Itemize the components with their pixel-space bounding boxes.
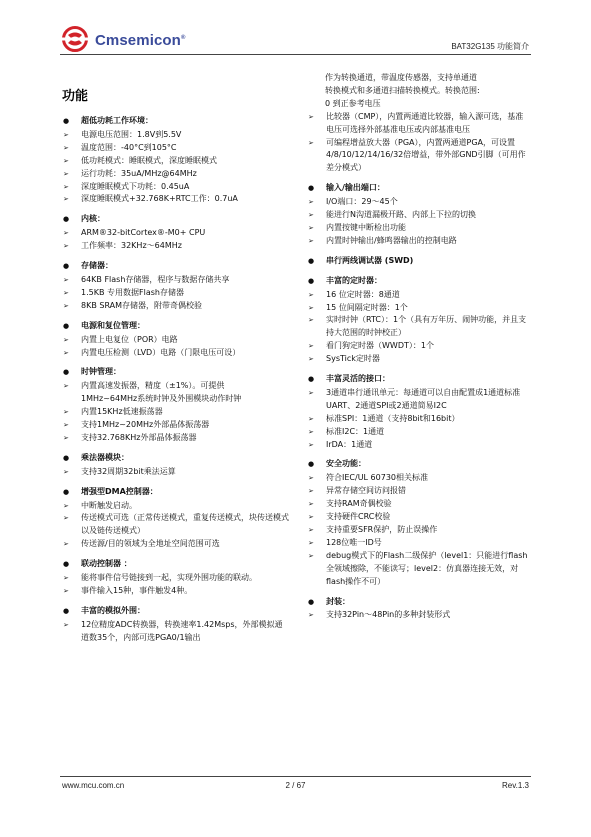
arrow-bullet-icon: ➢: [63, 169, 69, 178]
feature-item: [62, 181, 290, 194]
feature-item: [307, 353, 530, 366]
header-divider: [60, 54, 531, 55]
feature-item: [307, 524, 530, 537]
arrow-bullet-icon: ➢: [63, 195, 69, 204]
feature-line: 传送模式可选（正常传送模式，重复传送模式，块传送模式以及链传送模式）: [81, 513, 289, 536]
arrow-bullet-icon: ➢: [63, 467, 69, 476]
bullet-dot-icon: ●: [63, 117, 70, 125]
section-heading: [307, 275, 530, 288]
feature-line: 64KB Flash存储器，程序与数据存储共享: [81, 274, 230, 284]
feature-item: [307, 196, 530, 209]
arrow-bullet-icon: ➢: [63, 156, 69, 165]
feature-item: [307, 413, 530, 426]
arrow-bullet-icon: ➢: [308, 290, 314, 299]
feature-item-text: [81, 619, 290, 645]
feature-item: [62, 274, 290, 287]
feature-item: [62, 240, 290, 253]
arrow-bullet-icon: ➢: [63, 587, 69, 595]
section-heading-text: 联动控制器 ：: [81, 559, 132, 569]
continued-line: 转换模式和多通道扫描转换模式。转换范围:: [325, 85, 480, 95]
section-heading-text: 丰富的定时器：: [326, 275, 382, 285]
feature-line: 支持RAM奇偶校验: [326, 499, 392, 509]
feature-line: 工作频率：32KHz～64MHz: [81, 241, 182, 251]
feature-item: [307, 498, 530, 511]
arrow-bullet-icon: ➢: [63, 620, 69, 629]
feature-item: [307, 302, 530, 315]
arrow-bullet-icon: ➢: [63, 421, 69, 430]
cmsemicon-logo-icon: [62, 26, 88, 52]
feature-item: [62, 538, 290, 551]
continued-line: 作为转换通道，带温度传感器，支持单通道: [325, 73, 477, 82]
feature-item-text: [326, 413, 530, 426]
feature-item: [62, 155, 290, 168]
feature-item-text: [81, 193, 290, 206]
arrow-bullet-icon: ➢: [308, 355, 314, 364]
feature-line: 内置电压检测（LVD）电路（门限电压可设）: [81, 347, 241, 357]
section-heading: [62, 605, 290, 618]
continued-paragraph: [307, 72, 530, 111]
feature-item-text: [81, 419, 290, 432]
feature-line: 3通道串行通讯单元：每通道可以自由配置成1通道标准UART、2通道SPI或2通道简易I2C: [326, 387, 521, 410]
feature-section: [62, 452, 290, 479]
feature-line: 深度睡眠模式下功耗：0.45uA: [81, 181, 190, 191]
feature-line: 支持重要SFR保护，防止误操作: [326, 525, 438, 534]
arrow-bullet-icon: ➢: [308, 611, 314, 620]
feature-item-text: [81, 300, 290, 313]
arrow-bullet-icon: ➢: [63, 348, 69, 357]
feature-item-text: [81, 334, 290, 347]
arrow-bullet-icon: ➢: [63, 130, 69, 139]
section-heading-text: 乘法器模块：: [81, 452, 129, 462]
bullet-dot-icon: ●: [63, 321, 70, 330]
arrow-bullet-icon: ➢: [308, 414, 314, 423]
feature-item: [62, 500, 290, 513]
arrow-bullet-icon: ➢: [63, 514, 69, 523]
feature-item: [62, 512, 290, 538]
arrow-bullet-icon: ➢: [63, 275, 69, 284]
feature-item-text: [326, 209, 530, 222]
feature-item-text: [81, 155, 290, 168]
feature-item: [307, 537, 530, 550]
bullet-dot-icon: ●: [63, 215, 70, 224]
bullet-dot-icon: ●: [63, 606, 70, 615]
feature-item-text: [326, 222, 530, 235]
arrow-bullet-icon: ➢: [308, 303, 314, 312]
feature-item: [307, 485, 530, 498]
feature-item: [307, 340, 530, 353]
feature-item-text: [81, 572, 290, 585]
feature-item-text: [326, 340, 530, 353]
feature-item-text: [326, 314, 530, 340]
section-heading: [62, 452, 290, 465]
feature-section: [62, 115, 290, 206]
feature-item-text: [326, 137, 530, 176]
bullet-dot-icon: ●: [308, 375, 315, 384]
arrow-bullet-icon: ➢: [308, 513, 314, 522]
section-heading: [62, 366, 290, 379]
section-heading-text: 内核：: [81, 214, 105, 224]
footer-website[interactable]: www.mcu.com.cn: [62, 781, 125, 790]
section-heading-text: 输入/输出端口：: [326, 183, 385, 193]
feature-item-text: [81, 287, 290, 300]
feature-line: 中断触发启动。: [81, 500, 137, 510]
feature-item: [307, 387, 530, 413]
bullet-dot-icon: ●: [63, 487, 70, 496]
feature-item-text: [81, 142, 290, 155]
arrow-bullet-icon: ➢: [63, 143, 69, 152]
feature-item-text: [326, 111, 530, 137]
feature-item: [62, 432, 290, 445]
arrow-bullet-icon: ➢: [63, 433, 69, 442]
feature-section: [307, 596, 530, 623]
arrow-bullet-icon: ➢: [63, 382, 69, 391]
arrow-bullet-icon: ➢: [63, 242, 69, 251]
feature-item: [62, 287, 290, 300]
feature-item: [307, 426, 530, 439]
feature-item-text: [81, 380, 290, 406]
feature-line: 标准SPI：1通道（支持8bit和16bit）: [326, 413, 460, 423]
feature-line: 内置时钟输出/蜂鸣器输出的控制电路: [326, 235, 457, 245]
section-heading-text: 时钟管理：: [81, 367, 121, 377]
feature-section: [307, 275, 530, 366]
feature-line: 内置按键中断检出功能: [326, 222, 406, 232]
feature-line: 看门狗定时器（WWDT）：1个: [326, 341, 434, 351]
left-column: [62, 72, 290, 652]
feature-section: [307, 373, 530, 451]
feature-item-text: [326, 498, 530, 511]
feature-line: 运行功耗：35uA/MHz@64MHz: [81, 168, 197, 178]
feature-line: 能将事件信号链接到一起，实现外围功能的联动。: [81, 573, 257, 583]
feature-line: I/O端口：29～45个: [326, 197, 398, 207]
section-heading-text: 安全功能：: [326, 459, 366, 469]
arrow-bullet-icon: ➢: [63, 408, 69, 417]
feature-line: 电源电压范围：1.8V到5.5V: [81, 129, 182, 139]
feature-line: 能进行N沟道漏极开路、内部上下拉的切换: [326, 210, 476, 220]
bullet-dot-icon: ●: [308, 276, 315, 285]
feature-line: 传送源/目的领域为全地址空间范围可选: [81, 539, 220, 549]
feature-line: 内置上电复位（POR）电路: [81, 334, 178, 344]
feature-item: [307, 222, 530, 235]
bullet-dot-icon: ●: [308, 184, 315, 193]
feature-item: [307, 209, 530, 222]
feature-item: [307, 235, 530, 248]
feature-line: IrDA：1通道: [326, 439, 373, 449]
page-header: [0, 0, 591, 62]
left-feature-list: [62, 115, 290, 645]
footer-page-number: 2 / 67: [285, 781, 306, 790]
feature-item: [307, 314, 530, 340]
feature-line: 实时时钟（RTC）：1个（具有万年历、闹钟功能，并且支持大范围的时钟校正）: [326, 315, 527, 338]
feature-item: [307, 609, 530, 622]
arrow-bullet-icon: ➢: [308, 526, 314, 534]
arrow-bullet-icon: ➢: [63, 288, 69, 297]
feature-item: [307, 111, 530, 137]
section-heading: [62, 558, 290, 571]
feature-item-text: [326, 426, 530, 439]
section-heading: [62, 486, 290, 499]
feature-line: 支持硬件CRC校验: [326, 512, 391, 522]
feature-item: [62, 572, 290, 585]
feature-line: 128位唯一ID号: [326, 537, 382, 547]
feature-item-text: [326, 302, 530, 315]
feature-item: [307, 511, 530, 524]
section-heading: [62, 320, 290, 333]
bullet-dot-icon: ●: [308, 460, 315, 469]
feature-item-text: [326, 196, 530, 209]
arrow-bullet-icon: ➢: [308, 112, 314, 121]
section-heading-text: 存储器：: [81, 261, 113, 271]
section-heading: [307, 596, 530, 609]
feature-line: debug模式下的Flash二级保护（level1：只能进行flash全领域擦除，不能读写；level2：仿真器连接无效，对flash操作不可）: [326, 550, 528, 586]
arrow-bullet-icon: ➢: [308, 138, 314, 147]
feature-section: [62, 213, 290, 253]
right-column: [307, 72, 530, 629]
arrow-bullet-icon: ➢: [308, 342, 314, 351]
feature-section: [307, 458, 530, 588]
arrow-bullet-icon: ➢: [308, 487, 314, 496]
feature-item-text: [326, 550, 530, 589]
section-heading: [307, 458, 530, 471]
footer-divider: [60, 776, 531, 777]
arrow-bullet-icon: ➢: [308, 388, 314, 397]
arrow-bullet-icon: ➢: [308, 236, 314, 245]
arrow-bullet-icon: ➢: [63, 540, 69, 549]
right-feature-list: [307, 182, 530, 622]
feature-line: 低功耗模式：睡眠模式，深度睡眠模式: [81, 155, 217, 165]
feature-item: [62, 168, 290, 181]
feature-line: 事件输入15种，事件触发4种。: [81, 586, 193, 595]
feature-line: 12位精度ADC转换器，转换速率1.42Msps，外部模拟通道数35个，内部可选PGA0/1输出: [81, 619, 283, 642]
feature-line: 深度睡眠模式+32.768K+RTC工作：0.7uA: [81, 194, 238, 204]
feature-item: [62, 619, 290, 645]
feature-item-text: [81, 181, 290, 194]
feature-section: [62, 320, 290, 360]
feature-line: 比较器（CMP），内置两通道比较器，输入源可选，基准电压可选择外部基准电压或内部基准电压: [326, 111, 524, 134]
feature-item-text: [81, 585, 290, 598]
section-heading: [62, 260, 290, 273]
arrow-bullet-icon: ➢: [308, 427, 314, 436]
feature-item-text: [326, 387, 530, 413]
feature-item: [62, 585, 290, 598]
feature-line: 15 位间隔定时器：1个: [326, 302, 408, 312]
feature-item-text: [326, 439, 530, 452]
feature-line: SysTick定时器: [326, 354, 380, 364]
arrow-bullet-icon: ➢: [63, 229, 69, 238]
feature-item-text: [326, 353, 530, 366]
feature-item-text: [81, 240, 290, 253]
feature-item-text: [81, 347, 290, 360]
brand-name: Cmsemicon®: [95, 31, 186, 49]
feature-item-text: [81, 512, 290, 538]
arrow-bullet-icon: ➢: [63, 501, 69, 510]
section-heading-text: 封装：: [326, 596, 350, 606]
analog-feature-list: [307, 111, 530, 176]
feature-item-text: [326, 609, 530, 622]
feature-item: [62, 142, 290, 155]
arrow-bullet-icon: ➢: [308, 500, 314, 509]
section-heading-text: 增强型DMA控制器：: [81, 486, 158, 496]
feature-item: [62, 419, 290, 432]
feature-item-text: [81, 500, 290, 513]
feature-item-text: [81, 168, 290, 181]
feature-section: [62, 558, 290, 598]
feature-item: [62, 129, 290, 142]
arrow-bullet-icon: ➢: [63, 182, 69, 191]
company-logo: [62, 26, 185, 52]
feature-item-text: [326, 235, 530, 248]
bullet-dot-icon: ●: [63, 368, 70, 377]
feature-item: [62, 300, 290, 313]
arrow-bullet-icon: ➢: [308, 211, 314, 220]
feature-item: [62, 193, 290, 206]
feature-item: [307, 472, 530, 485]
feature-item-text: [81, 129, 290, 142]
feature-item-text: [326, 289, 530, 302]
feature-item: [62, 466, 290, 479]
arrow-bullet-icon: ➢: [63, 335, 69, 344]
feature-line: 支持1MHz~20MHz外部晶体振荡器: [81, 420, 210, 430]
feature-item: [307, 137, 530, 176]
feature-line: 16 位定时器：8通道: [326, 289, 400, 299]
section-heading-text: 电源和复位管理：: [81, 320, 145, 330]
feature-line: 异常存储空间访问报错: [326, 486, 406, 496]
feature-section: [62, 605, 290, 645]
feature-section: [62, 486, 290, 552]
feature-line: 标准I2C：1通道: [326, 426, 385, 436]
arrow-bullet-icon: ➢: [308, 198, 314, 207]
feature-item: [307, 289, 530, 302]
feature-line: 内置15KHz低速振荡器: [81, 407, 163, 417]
feature-item: [62, 380, 290, 406]
bullet-dot-icon: ●: [63, 560, 70, 569]
page-title: 功能: [62, 89, 89, 104]
arrow-bullet-icon: ➢: [308, 551, 314, 560]
feature-section: [62, 260, 290, 313]
feature-line: 1MHz~64MHz系统时钟及外围模块动作时钟: [81, 394, 242, 404]
section-heading: [62, 115, 290, 128]
section-heading: [307, 373, 530, 386]
feature-line: 符合IEC/UL 60730相关标准: [326, 473, 428, 483]
arrow-bullet-icon: ➢: [308, 474, 314, 483]
feature-line: 8KB SRAM存储器，附带奇偶校验: [81, 300, 203, 310]
feature-item-text: [81, 538, 290, 551]
feature-line: 可编程增益放大器（PGA），内置两通道PGA，可设置4/8/10/12/14/16/32倍增益，带外部GND引脚（可用作差分模式）: [326, 137, 526, 173]
feature-item-text: [81, 274, 290, 287]
arrow-bullet-icon: ➢: [63, 574, 69, 583]
arrow-bullet-icon: ➢: [308, 440, 314, 449]
feature-section: [307, 255, 530, 268]
continued-line: 0 到正参考电压: [325, 98, 381, 108]
feature-item-text: [326, 511, 530, 524]
bullet-dot-icon: ●: [63, 453, 70, 462]
arrow-bullet-icon: ➢: [63, 301, 69, 310]
feature-line: ARM®32-bitCortex®-M0+ CPU: [81, 228, 206, 238]
bullet-dot-icon: ●: [308, 256, 315, 265]
bullet-dot-icon: ●: [308, 597, 315, 606]
feature-item-text: [326, 485, 530, 498]
feature-line: 温度范围：-40°C到105°C: [81, 142, 177, 152]
feature-item: [307, 550, 530, 589]
document-id: BAT32G135 功能简介: [451, 42, 529, 51]
feature-section: [62, 366, 290, 444]
feature-item-text: [81, 406, 290, 419]
section-heading: [307, 182, 530, 195]
section-heading: [307, 255, 530, 268]
feature-line: 内置高速发振器，精度（±1%）。可提供: [81, 381, 225, 391]
feature-line: 支持32周期32bit乘法运算: [81, 466, 176, 476]
section-heading: [62, 213, 290, 226]
feature-item-text: [326, 524, 530, 537]
bullet-dot-icon: ●: [63, 262, 70, 271]
feature-item-text: [81, 227, 290, 240]
feature-item: [62, 334, 290, 347]
feature-line: 支持32Pin～48Pin的多种封装形式: [326, 610, 451, 620]
arrow-bullet-icon: ➢: [308, 223, 314, 232]
feature-item: [62, 347, 290, 360]
section-heading-text: 串行两线调试器 (SWD): [326, 255, 414, 265]
feature-item-text: [326, 472, 530, 485]
section-heading-text: 丰富的模拟外围：: [81, 605, 145, 615]
feature-item-text: [326, 537, 530, 550]
arrow-bullet-icon: ➢: [308, 316, 314, 325]
arrow-bullet-icon: ➢: [308, 538, 314, 547]
section-heading-text: 超低功耗工作环境：: [81, 116, 153, 125]
feature-line: 1.5KB 专用数据Flash存储器: [81, 287, 184, 297]
section-heading-text: 丰富灵活的接口：: [326, 374, 390, 384]
feature-item-text: [81, 432, 290, 445]
feature-item: [62, 406, 290, 419]
feature-section: [307, 182, 530, 248]
feature-line: 支持32.768KHz外部晶体振荡器: [81, 432, 197, 442]
feature-item: [307, 439, 530, 452]
feature-item-text: [81, 466, 290, 479]
footer-revision: Rev.1.3: [502, 781, 529, 790]
feature-item: [62, 227, 290, 240]
